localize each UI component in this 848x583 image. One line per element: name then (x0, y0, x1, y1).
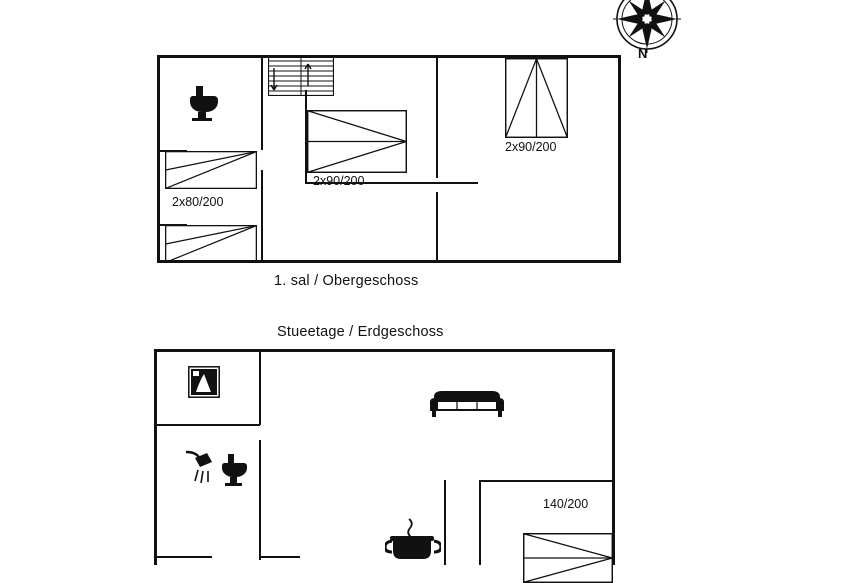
ground-partition-horiz-c (260, 556, 300, 558)
ground-partition-horiz-a (157, 424, 260, 426)
ground-floor-label: Stueetage / Erdgeschoss (277, 324, 444, 340)
bed-dimension-label: 2x90/200 (313, 174, 365, 188)
upper-partition-middle-vert-lower (436, 192, 438, 260)
compass-north-label: N (638, 46, 648, 61)
ground-partition-vert-a (259, 352, 261, 425)
bed-symbol (165, 151, 257, 189)
bed-symbol (523, 533, 613, 583)
upper-partition-left-vert-lower (261, 170, 263, 260)
ground-partition-horiz-d (480, 480, 614, 482)
upper-wall-right (618, 55, 621, 263)
staircase-icon (268, 56, 334, 96)
washing-machine-icon (188, 366, 220, 398)
toilet-icon (220, 452, 254, 490)
bed-dimension-label: 140/200 (543, 497, 589, 511)
bed-dimension-label: 2x80/200 (172, 195, 224, 209)
upper-wall-left (157, 55, 160, 263)
bed-symbol (307, 110, 407, 173)
ground-wall-top (154, 349, 615, 352)
upper-partition-middle-vert (436, 58, 438, 178)
stove-pot-icon (385, 517, 441, 565)
upper-partition-left-vert (261, 58, 263, 150)
ground-partition-horiz-b (157, 556, 212, 558)
upper-partition-horiz-right (438, 182, 478, 184)
bed-symbol (505, 58, 568, 138)
toilet-icon (186, 82, 226, 124)
ground-partition-vert-b (259, 440, 261, 560)
bed-symbol (165, 225, 257, 263)
upper-floor-label: 1. sal / Obergeschoss (274, 273, 419, 289)
shower-icon (182, 448, 218, 488)
sofa-icon (428, 389, 506, 421)
bed-dimension-label: 2x90/200 (505, 140, 557, 154)
ground-partition-vert-d (479, 480, 481, 565)
ground-wall-left (154, 349, 157, 565)
ground-partition-vert-c (444, 480, 446, 565)
